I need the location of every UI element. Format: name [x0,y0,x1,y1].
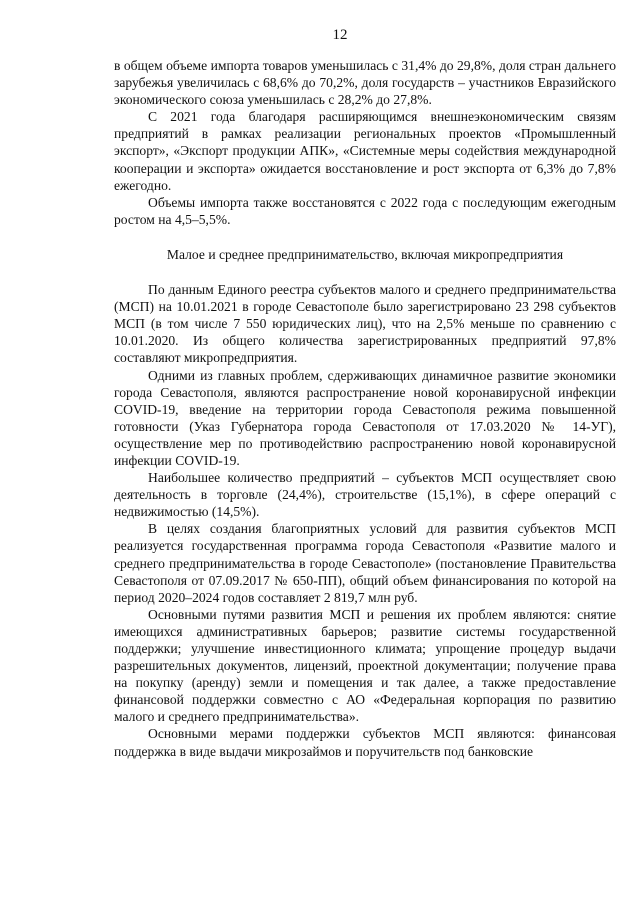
paragraph-msp-problems: Одними из главных проблем, сдерживающих динамичное развитие экономики города Севастополя, являются распространение новой коронавирусной инфекции COVID-19, введение на территории города Севастополя режима повышенной готовности (Указ Губернатора города Севастополя от 17.03.2020 № 14-УГ), осуществление мер по противодействию распространению новой коронавирусной инфекции COVID-19. [114,367,616,468]
page-content [114,57,616,760]
paragraph-import-share: в общем объеме импорта товаров уменьшилась с 31,4% до 29,8%, доля стран дальнего зарубежья увеличилась с 68,6% до 70,2%, доля государств – участников Евразийского экономического союза уменьшилась с 28,2% до 27,8%. [114,58,616,108]
paragraph-support-measures: Основными мерами поддержки субъектов МСП являются: финансовая поддержка в виде выдачи микрозаймов и поручительств под банковские [114,726,616,759]
paragraph-msp-sectors: Наибольшее количество предприятий – субъектов МСП осуществляет свою деятельность в торговле (24,4%), строительстве (15,1%), в сфере операций с недвижимостью (14,5%). [114,470,616,520]
paragraph-export-growth: С 2021 года благодаря расширяющимся внешнеэкономическим связям предприятий в рамках реализации региональных проектов «Промышленный экспорт», «Экспорт продукции АПК», «Системные меры содействия международной кооперации и экспорта» ожидается восстановление и рост экспорта от 6,3% до 7,8% ежегодно. [114,109,616,193]
paragraph-msp-registry: По данным Единого реестра субъектов малого и среднего предпринимательства (МСП) на 10.01.2021 в городе Севастополе было зарегистрировано 23 298 субъектов МСП (в том числе 7 550 юридических лиц), что на 2,5% меньше по сравнению с 10.01.2020. Из общего количества зарегистрированных предприятий 97,8% составляют микропредприятия. [114,282,616,366]
paragraph-import-recovery: Объемы импорта также восстановятся с 2022 года с последующим ежегодным ростом на 4,5–5,5%. [114,194,616,227]
section-heading: Малое и среднее предпринимательство, включая микропредприятия [166,246,564,262]
paragraph-development-ways: Основными путями развития МСП и решения их проблем являются: снятие имеющихся административных барьеров; развитие системы государственной поддержки; улучшение инвестиционного климата; упрощение процедур выдачи разрешительных документов, лицензий, проектной документации; получение права на покупку (аренду) земли и помещения и так далее, а также предоставление финансовой поддержки совместно с АО «Федеральная корпорация по развитию малого и среднего предпринимательства». [114,606,616,725]
paragraph-state-program: В целях создания благоприятных условий для развития субъектов МСП реализуется государственная программа города Севастополя «Развитие малого и среднего предпринимательства в городе Севастополе» (постановление Правительства Севастополя от 07.09.2017 № 650-ПП), общий объем финансирования по которой на период 2020–2024 годов составляет 2 819,7 млн руб. [114,521,616,605]
page-number: 12 [332,27,348,43]
